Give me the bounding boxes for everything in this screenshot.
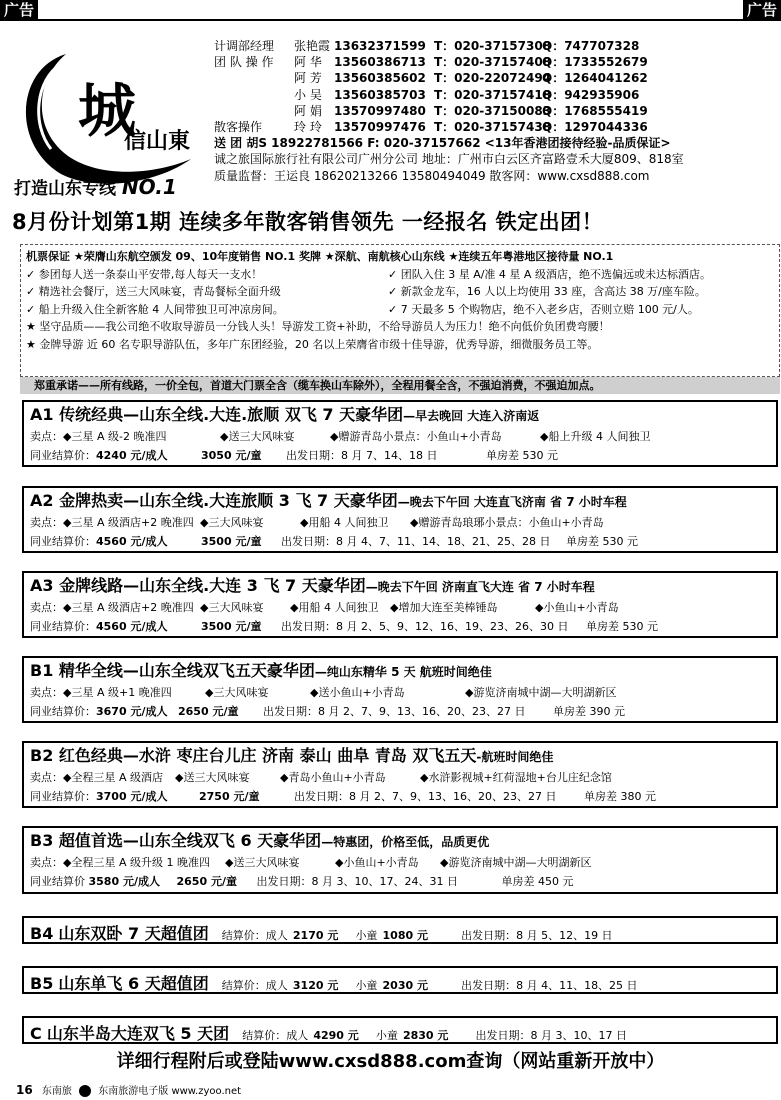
contact-mobile: 13560385602 bbox=[334, 71, 426, 86]
contact-qq: Q：942935906 bbox=[542, 87, 640, 102]
route-feature: 卖点：◆全程三星 A 级升级 1 晚准四 bbox=[30, 856, 210, 869]
contact-role: 散客操作 bbox=[214, 119, 263, 134]
promo-row bbox=[26, 266, 774, 284]
route-feature: ◆赠游青岛琅琊小景点：小鱼山+小青岛 bbox=[410, 516, 604, 529]
route-title: 金牌热卖—山东全线.大连旅顺 3 飞 7 天豪华团 bbox=[59, 491, 398, 510]
contact-name: 阿 娟 bbox=[294, 103, 322, 118]
contact-mobile: 13560386713 bbox=[334, 55, 426, 70]
single-supplement: 单房差 530 元 bbox=[566, 535, 638, 548]
contact-name: 阿 芳 bbox=[294, 71, 322, 86]
logo-slogan-num: NO.1 bbox=[121, 175, 177, 199]
departure-dates: 出发日期：8 月 3、10、17 日 bbox=[475, 1029, 627, 1042]
child-price: 1080 元 bbox=[382, 929, 428, 942]
route-feature: ◆水浒影视城+红荷湿地+台儿庄纪念馆 bbox=[420, 771, 612, 784]
adult-price: 4290 元 bbox=[313, 1029, 359, 1042]
adult-price: 3120 元 bbox=[292, 979, 339, 992]
route-subtitle: -航班时间绝佳 bbox=[476, 750, 554, 764]
departure-dates: 出发日期：8 月 7、14、18 日 bbox=[286, 449, 438, 462]
promo-item: ✓ 精选社会餐厅，送三大风味宴，青岛餐标全面升级 bbox=[26, 285, 281, 298]
adult-price: 3700 元/成人 bbox=[96, 790, 168, 803]
route-price-row bbox=[30, 702, 770, 721]
logo-slogan bbox=[14, 174, 177, 199]
headline: 8月份计划第1期 连续多年散客销售领先 一经报名 铁定出团！ bbox=[12, 210, 604, 234]
route-feature: ◆送三大风味宴 bbox=[220, 430, 295, 443]
route-features bbox=[30, 853, 770, 872]
company-line: 诚之旅国际旅行社有限公司广州分公司 地址：广州市白云区齐富路壹禾大厦809、818室 bbox=[214, 152, 684, 167]
promise-banner: 郑重承诺——所有线路，一价全包，首道大门票全含（缆车换山车除外），全程用餐全含，不强迫消费，不强迫加点。 bbox=[20, 377, 780, 394]
price-label: 同业结算价： bbox=[30, 449, 96, 462]
price-label: 同业结算价 bbox=[30, 875, 85, 888]
route-subtitle: —晚去下午回 大连直飞济南 省 7 小时车程 bbox=[397, 495, 627, 509]
route-title: 山东单飞 6 天超值团 bbox=[58, 974, 209, 993]
single-supplement: 单房差 390 元 bbox=[553, 705, 625, 718]
contact-tel: T：020-37157308 bbox=[434, 39, 552, 53]
logo-brand-sub: 信山東 bbox=[124, 128, 191, 154]
contact-qq: Q：1733552679 bbox=[542, 55, 648, 70]
contact-tel: T：020-37150083 bbox=[434, 103, 552, 118]
child-label: 小童 bbox=[375, 1029, 398, 1042]
departure-dates: 出发日期：8 月 2、5、9、12、16、19、23、26、30 日 bbox=[281, 620, 569, 633]
adult-price: 3670 元/成人 bbox=[96, 705, 168, 718]
contact-qq: Q：1768555419 bbox=[542, 103, 648, 118]
departure-dates: 出发日期：8 月 2、7、9、13、16、20、23、27 日 bbox=[294, 790, 557, 803]
route-feature: ◆小鱼山+小青岛 bbox=[535, 601, 619, 614]
single-supplement: 单房差 450 元 bbox=[501, 875, 574, 888]
contact-name: 阿 华 bbox=[294, 55, 322, 70]
contact-row bbox=[214, 119, 774, 135]
route-feature: ◆送三大风味宴 bbox=[175, 771, 250, 784]
route-subtitle: —纯山东精华 5 天 航班时间绝佳 bbox=[314, 665, 492, 679]
ad-label-right: 广告 bbox=[743, 0, 781, 20]
departure-dates: 出发日期：8 月 5、12、19 日 bbox=[461, 929, 613, 942]
delivery-line: 送 团 胡S 18922781566 F: 020-37157662 <13年香港团接待经验-品质保证> bbox=[214, 136, 671, 151]
route-feature: ◆送小鱼山+小青岛 bbox=[310, 686, 405, 699]
contact-name: 小 吴 bbox=[294, 87, 322, 102]
price-label: 结算价：成人 bbox=[242, 1029, 309, 1042]
supervision-line: 质量监督：王运良 18620213266 13580494049 散客网：www.cxsd888.com bbox=[214, 168, 650, 183]
contact-tel: T：020-37157438 bbox=[434, 119, 552, 134]
route-card-a3[interactable] bbox=[22, 571, 778, 638]
adult-price: 4560 元/成人 bbox=[96, 535, 168, 548]
child-price: 2750 元/童 bbox=[199, 790, 260, 803]
route-title: 金牌线路—山东全线.大连 3 飞 7 天豪华团 bbox=[59, 576, 366, 595]
route-code: A1 bbox=[30, 405, 54, 424]
route-feature: ◆游览济南城中湖—大明湖新区 bbox=[440, 856, 592, 869]
price-label: 结算价：成人 bbox=[221, 929, 288, 942]
top-divider bbox=[0, 19, 781, 21]
contact-qq: Q：747707328 bbox=[542, 39, 640, 53]
route-features bbox=[30, 513, 770, 532]
child-price: 3500 元/童 bbox=[201, 535, 262, 548]
route-code: C bbox=[30, 1024, 42, 1043]
route-price-row bbox=[30, 787, 770, 806]
route-subtitle: —早去晚回 大连入济南返 bbox=[403, 409, 540, 423]
route-code: A2 bbox=[30, 491, 54, 510]
contact-role: 计调部经理 bbox=[214, 39, 275, 53]
price-label: 结算价：成人 bbox=[221, 979, 288, 992]
route-title: 山东双卧 7 天超值团 bbox=[58, 924, 209, 943]
departure-dates: 出发日期：8 月 4、11、18、25 日 bbox=[461, 979, 638, 992]
single-supplement: 单房差 530 元 bbox=[586, 620, 658, 633]
child-price: 3500 元/童 bbox=[201, 620, 262, 633]
route-subtitle: —特惠团，价格至低，品质更优 bbox=[321, 835, 490, 849]
contact-mobile: 13570997480 bbox=[334, 103, 426, 118]
route-features bbox=[30, 683, 770, 702]
logo-slogan-text: 打造山东专线 bbox=[14, 179, 116, 199]
contact-qq: Q：1264041262 bbox=[542, 71, 648, 86]
route-code: A3 bbox=[30, 576, 54, 595]
route-feature: 卖点：◆三星 A 级+1 晚准四 bbox=[30, 686, 172, 699]
route-subtitle: —晚去下午回 济南直飞大连 省 7 小时车程 bbox=[365, 580, 595, 594]
route-code: B2 bbox=[30, 746, 54, 765]
logo-brand-char: 城 bbox=[78, 77, 137, 145]
route-feature: 卖点：◆全程三星 A 级酒店 bbox=[30, 771, 163, 784]
route-code: B5 bbox=[30, 974, 54, 993]
child-label: 小童 bbox=[355, 929, 378, 942]
route-card-a1[interactable] bbox=[22, 400, 778, 467]
route-features bbox=[30, 427, 770, 446]
adult-price: 2170 元 bbox=[292, 929, 339, 942]
route-feature: ◆赠游青岛小景点：小鱼山+小青岛 bbox=[330, 430, 502, 443]
contact-qq: Q：1297044336 bbox=[542, 119, 648, 134]
route-code: B4 bbox=[30, 924, 54, 943]
contact-row bbox=[214, 87, 774, 103]
route-feature: ◆小鱼山+小青岛 bbox=[335, 856, 419, 869]
route-feature: ◆三大风味宴 bbox=[205, 686, 269, 699]
promo-row-awards: 机票保证 ★荣膺山东航空颁发 09、10年度销售 NO.1 奖牌 ★深航、南航核心山东线 ★连续五年粤港地区接待量 NO.1 bbox=[26, 250, 614, 263]
contact-mobile: 13560385703 bbox=[334, 87, 426, 102]
child-price: 2650 元/童 bbox=[178, 705, 239, 718]
route-features bbox=[30, 598, 770, 617]
contact-mobile: 13570997476 bbox=[334, 119, 426, 134]
contact-block bbox=[214, 38, 774, 184]
contact-name: 玲 玲 bbox=[294, 119, 322, 134]
route-feature: 卖点：◆三星 A 级-2 晚准四 bbox=[30, 430, 167, 443]
promo-item: ✓ 参团每人送一条泰山平安带,每人每天一支水！ bbox=[26, 267, 263, 281]
single-supplement: 单房差 530 元 bbox=[486, 449, 558, 462]
route-title: 山东半岛大连双飞 5 天团 bbox=[46, 1024, 230, 1043]
route-card-a2[interactable] bbox=[22, 486, 778, 553]
route-price-row bbox=[30, 872, 770, 891]
promo-row bbox=[26, 283, 774, 301]
contact-role: 团 队 操 作 bbox=[214, 55, 274, 70]
contact-row bbox=[214, 103, 774, 119]
route-features bbox=[30, 768, 770, 787]
child-price: 3050 元/童 bbox=[201, 449, 262, 462]
route-feature: ◆用船 4 人间独卫 bbox=[290, 601, 379, 614]
departure-dates: 出发日期：8 月 2、7、9、13、16、20、23、27 日 bbox=[263, 705, 526, 718]
promo-row-guides: ★ 金牌导游 近 60 名专职导游队伍，多年广东团经验，20 名以上荣膺省市级十佳导游，优秀导游，细微服务员工等。 bbox=[26, 337, 599, 351]
route-feature: ◆游览济南城中湖—大明湖新区 bbox=[465, 686, 617, 699]
route-feature: ◆船上升级 4 人间独卫 bbox=[540, 430, 651, 443]
child-price: 2830 元 bbox=[402, 1029, 449, 1042]
route-title: 红色经典—水浒 枣庄台儿庄 济南 泰山 曲阜 青岛 双飞五天 bbox=[58, 746, 477, 765]
adult-price: 4560 元/成人 bbox=[96, 620, 168, 633]
route-feature: ◆送三大风味宴 bbox=[225, 856, 300, 869]
route-card-b2[interactable] bbox=[22, 741, 778, 808]
publication-logo-icon bbox=[79, 1085, 91, 1097]
departure-dates: 出发日期：8 月 3、10、17、24、31 日 bbox=[256, 875, 458, 888]
promo-item: ✓ 团队入住 3 星 A/准 4 星 A 级酒店，绝不选偏远或未达标酒店。 bbox=[388, 267, 711, 281]
price-label: 同业结算价： bbox=[30, 790, 96, 803]
departure-dates: 出发日期：8 月 4、7、11、14、18、21、25、28 日 bbox=[281, 535, 551, 548]
promo-item: ✓ 新款金龙车，16 人以上均使用 33 座，含高达 38 万/座车险。 bbox=[388, 285, 706, 298]
route-feature: ◆用船 4 人间独卫 bbox=[300, 516, 389, 529]
company-logo bbox=[6, 24, 206, 200]
child-price: 2650 元/童 bbox=[176, 875, 237, 888]
route-code: B3 bbox=[30, 831, 54, 850]
route-feature: 卖点：◆三星 A 级酒店+2 晚准四 bbox=[30, 516, 194, 529]
contact-row bbox=[214, 38, 774, 54]
route-feature: ◆三大风味宴 bbox=[200, 601, 264, 614]
route-card-b4[interactable] bbox=[22, 916, 778, 944]
contact-name: 张艳霞 bbox=[294, 39, 331, 53]
route-feature: ◆三大风味宴 bbox=[200, 516, 264, 529]
contact-tel: T：020-37157418 bbox=[434, 87, 552, 102]
contact-row bbox=[214, 54, 774, 70]
promo-row bbox=[26, 301, 774, 319]
single-supplement: 单房差 380 元 bbox=[584, 790, 656, 803]
adult-price: 3580 元/成人 bbox=[88, 875, 160, 888]
promo-item: ✓ 船上升级入住全新客舱 4 人间带独卫可冲凉房间。 bbox=[26, 302, 284, 316]
publication-site[interactable]: 东南旅游电子版 www.zyoo.net bbox=[98, 1086, 242, 1097]
route-card-b3[interactable] bbox=[22, 826, 778, 894]
price-label: 同业结算价： bbox=[30, 620, 96, 633]
contact-row bbox=[214, 70, 774, 86]
route-title: 精华全线—山东全线双飞五天豪华团 bbox=[58, 661, 315, 680]
adult-price: 4240 元/成人 bbox=[96, 449, 168, 462]
route-feature: 卖点：◆三星 A 级酒店+2 晚准四 bbox=[30, 601, 194, 614]
promo-item: ✓ 7 天最多 5 个购物店，绝不入老乡店，否则立赔 100 元/人。 bbox=[388, 302, 699, 316]
route-feature: ◆增加大连至美棒锤岛 bbox=[390, 601, 498, 614]
route-price-row bbox=[30, 532, 770, 551]
promo-row-quality: ★ 坚守品质——我公司绝不收取导游员一分钱人头！导游发工资+补助，不给导游员人为压力！绝不向低价负团费弯腰！ bbox=[26, 320, 610, 333]
route-card-c[interactable] bbox=[22, 1016, 778, 1044]
route-price-row bbox=[30, 446, 770, 465]
promo-box bbox=[20, 244, 780, 377]
route-title: 超值首选—山东全线双飞 6 天豪华团 bbox=[58, 831, 322, 850]
price-label: 同业结算价： bbox=[30, 705, 96, 718]
publication-name: 东南旅 bbox=[41, 1086, 72, 1097]
child-price: 2030 元 bbox=[382, 979, 428, 992]
footer-cta-link[interactable]: 详细行程附后或登陆www.cxsd888.com查询（网站重新开放中） bbox=[116, 1051, 665, 1072]
ad-label-left: 广告 bbox=[0, 0, 38, 20]
route-card-b1[interactable] bbox=[22, 656, 778, 723]
page-number: 16 bbox=[16, 1083, 33, 1097]
route-card-b5[interactable] bbox=[22, 966, 778, 994]
route-code: B1 bbox=[30, 661, 54, 680]
route-price-row bbox=[30, 617, 770, 636]
contact-mobile: 13632371599 bbox=[334, 39, 426, 53]
route-feature: ◆青岛小鱼山+小青岛 bbox=[280, 771, 386, 784]
route-title: 传统经典—山东全线.大连.旅顺 双飞 7 天豪华团 bbox=[59, 405, 404, 424]
contact-tel: T：020-22072494 bbox=[434, 71, 552, 86]
child-label: 小童 bbox=[355, 979, 378, 992]
page-footer bbox=[16, 1082, 241, 1097]
price-label: 同业结算价： bbox=[30, 535, 96, 548]
contact-tel: T：020-37157408 bbox=[434, 55, 552, 70]
